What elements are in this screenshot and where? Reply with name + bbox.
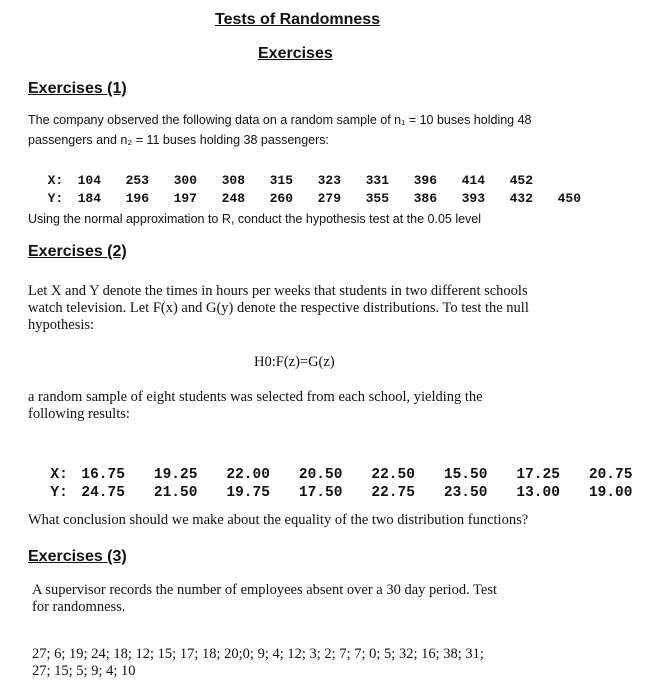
data-value: 16.75 — [81, 467, 125, 483]
data-value: 260 — [269, 191, 294, 206]
data-value: 21.50 — [153, 485, 198, 501]
data-value: 15.50 — [443, 467, 488, 483]
data-value: 308 — [221, 173, 246, 188]
data-value: 197 — [173, 191, 198, 206]
data-value: 24.75 — [81, 485, 125, 501]
data-value: 300 — [173, 173, 198, 188]
exercise-3-data — [32, 646, 622, 680]
data-value: 104 — [77, 173, 102, 188]
exercise-2-sample-text — [28, 389, 618, 423]
exercise-1-intro-line-2: passengers and n₂ = 11 buses holding 38 passengers: — [28, 133, 330, 147]
exercise-3-intro-line-2: for randomness. — [32, 599, 126, 615]
null-hypothesis: H0:F(z)=G(z) — [254, 354, 335, 370]
data-value: 22.75 — [371, 485, 415, 501]
data-value: 20.50 — [298, 467, 343, 483]
data-value: 19.75 — [226, 485, 270, 501]
data-value: 20.75 — [588, 467, 633, 483]
exercise-1-y-row — [32, 176, 606, 206]
data-value: 331 — [365, 173, 390, 188]
data-value: 432 — [509, 191, 534, 206]
exercise-3-data-line-2: 27; 15; 5; 9; 4; 10 — [32, 663, 136, 679]
x-label: X: — [47, 173, 64, 188]
page-subtitle: Exercises — [258, 45, 333, 62]
page-title: Tests of Randomness — [215, 11, 381, 28]
exercise-2-question: What conclusion should we make about the equality of the two distribution functions? — [28, 512, 529, 528]
data-value: 17.50 — [298, 485, 343, 501]
exercise-1-intro — [28, 110, 618, 150]
exercise-3-intro — [32, 582, 622, 616]
x-label: X: — [50, 467, 68, 483]
y-label: Y: — [47, 191, 64, 206]
exercise-1-instruction: Using the normal approximation to R, conduct the hypothesis test at the 0.05 level — [28, 212, 482, 226]
data-value: 19.00 — [588, 485, 633, 501]
exercise-1-heading: Exercises (1) — [28, 80, 127, 97]
exercise-2-intro-line-1: Let X and Y denote the times in hours per weeks that students in two different schools — [28, 283, 528, 299]
exercise-1-intro-line-1: The company observed the following data on a random sample of n₁ = 10 buses holding 48 — [28, 113, 532, 127]
data-value: 13.00 — [516, 485, 560, 501]
exercise-2-intro — [28, 283, 618, 334]
exercise-3-data-line-1: 27; 6; 19; 24; 18; 12; 15; 17; 18; 20;0; 9; 4; 12; 3; 2; 7; 7; 0; 5; 32; 16; 38; 31; — [32, 646, 484, 662]
exercise-2-sample-line-1: a random sample of eight students was selected from each school, yielding the — [28, 389, 483, 405]
exercise-3-heading: Exercises (3) — [28, 548, 127, 565]
data-value: 279 — [317, 191, 342, 206]
data-value: 22.50 — [371, 467, 415, 483]
data-value: 23.50 — [443, 485, 488, 501]
data-value: 393 — [461, 191, 486, 206]
y-label: Y: — [50, 485, 68, 501]
data-value: 414 — [461, 173, 486, 188]
data-value: 355 — [365, 191, 390, 206]
data-value: 19.25 — [153, 467, 198, 483]
data-value: 450 — [557, 191, 582, 206]
exercise-2-intro-line-3: hypothesis: — [28, 317, 95, 333]
exercise-2-heading: Exercises (2) — [28, 243, 127, 260]
data-value: 315 — [269, 173, 294, 188]
data-value: 22.00 — [226, 467, 270, 483]
data-value: 452 — [509, 173, 534, 188]
exercise-2-intro-line-2: watch television. Let F(x) and G(y) denote the respective distributions. To test the null — [28, 300, 529, 316]
exercise-2-sample-line-2: following results: — [28, 406, 130, 422]
data-value: 17.25 — [516, 467, 560, 483]
data-value: 196 — [125, 191, 150, 206]
data-value: 248 — [221, 191, 246, 206]
data-value: 184 — [77, 191, 102, 206]
exercise-2-y-row — [33, 469, 661, 501]
data-value: 386 — [413, 191, 438, 206]
data-value: 396 — [413, 173, 438, 188]
data-value: 323 — [317, 173, 342, 188]
data-value: 253 — [125, 173, 150, 188]
exercise-3-intro-line-1: A supervisor records the number of employees absent over a 30 day period. Test — [32, 582, 498, 598]
